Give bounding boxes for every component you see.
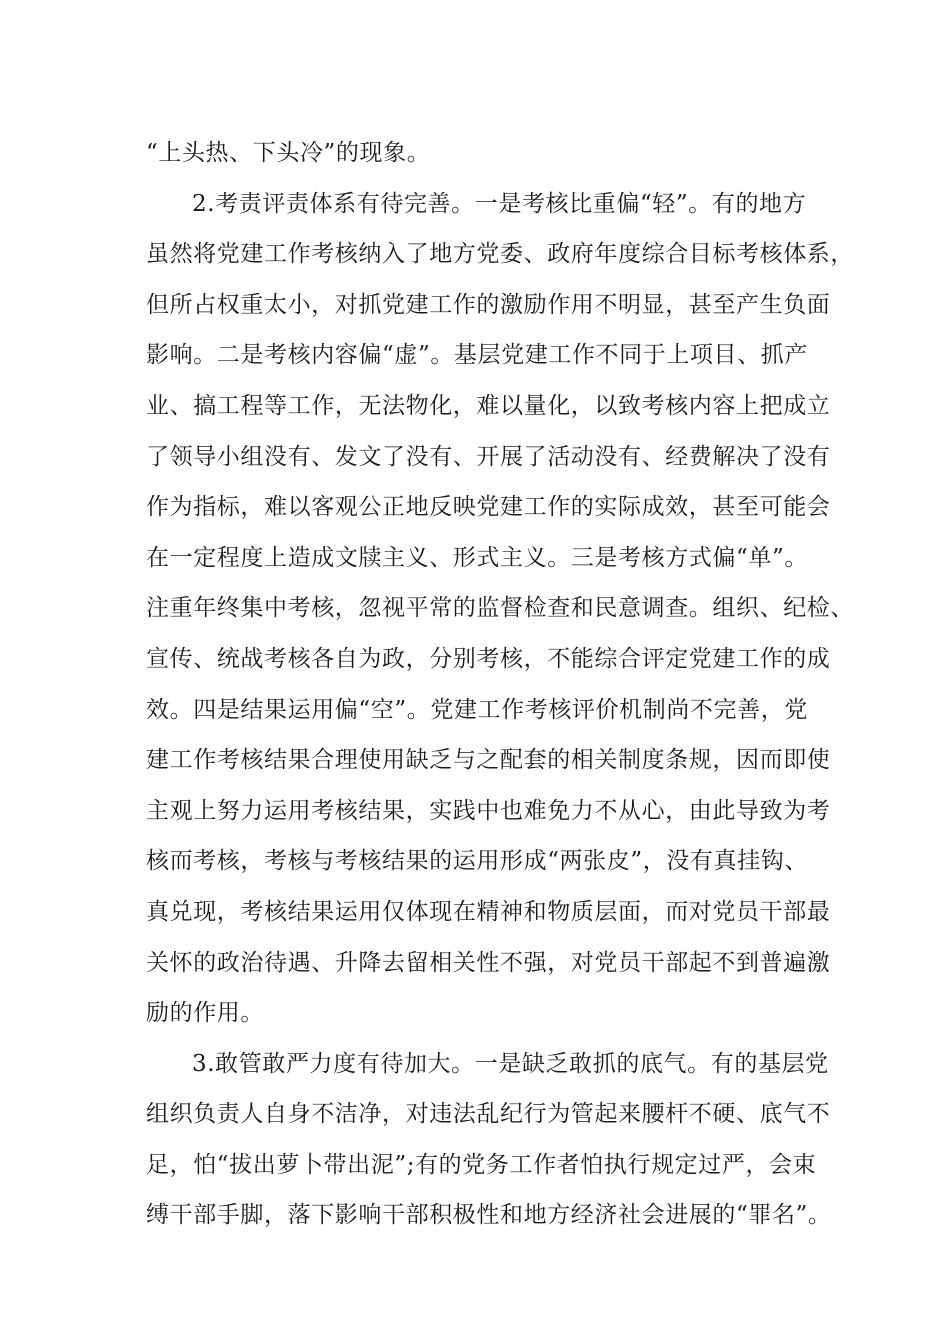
text-line: 影响。二是考核内容偏“虚”。基层党建工作不同于上项目、抓产 — [146, 342, 808, 369]
text-line: 主观上努力运用考核结果，实践中也难免力不从心，由此导致为考 — [146, 797, 831, 824]
text-line: 励的作用。 — [146, 1000, 264, 1027]
text-line: 了领导小组没有、发文了没有、开展了活动没有、经费解决了没有 — [146, 443, 831, 470]
text-line: 核而考核，考核与考核结果的运用形成“两张皮”，没有真挂钩、 — [146, 848, 808, 875]
text-line: 足，怕“拔出萝卜带出泥”;有的党务工作者怕执行规定过严，会束 — [146, 1151, 817, 1178]
text-line: 作为指标，难以客观公正地反映党建工作的实际成效，甚至可能会 — [146, 494, 831, 521]
text-line: 注重年终集中考核，忽视平常的监督检查和民意调查。组织、纪检、 — [146, 595, 854, 622]
text-line: 效。四是结果运用偏“空”。党建工作考核评价机制尚不完善，党 — [146, 696, 808, 723]
text-line: 虽然将党建工作考核纳入了地方党委、政府年度综合目标考核体系， — [146, 241, 854, 268]
paragraph-start-line: 3.敢管敢严力度有待加大。一是缺乏敢抓的底气。有的基层党 — [192, 1050, 829, 1077]
text-line: 缚干部手脚，落下影响干部积极性和地方经济社会进展的“罪名”。 — [146, 1202, 832, 1229]
text-line: 建工作考核结果合理使用缺乏与之配套的相关制度条规，因而即使 — [146, 747, 831, 774]
text-line: 组织负责人自身不洁净，对违法乱纪行为管起来腰杆不硬、底气不 — [146, 1101, 831, 1128]
text-line: 在一定程度上造成文牍主义、形式主义。三是考核方式偏“单”。 — [146, 544, 808, 571]
text-line: 但所占权重太小，对抓党建工作的激励作用不明显，甚至产生负面 — [146, 291, 831, 318]
paragraph-start-line: 2.考责评责体系有待完善。一是考核比重偏“轻”。有的地方 — [192, 190, 807, 217]
text-line: 关怀的政治待遇、升降去留相关性不强，对党员干部起不到普遍激 — [146, 949, 831, 976]
text-line: 宣传、统战考核各自为政，分别考核，不能综合评定党建工作的成 — [146, 645, 831, 672]
text-line: 真兑现，考核结果运用仅体现在精神和物质层面，而对党员干部最 — [146, 898, 831, 925]
document-body — [146, 128, 854, 1241]
text-line: 业、搞工程等工作，无法物化，难以量化，以致考核内容上把成立 — [146, 392, 831, 419]
text-line: “上头热、下头冷”的现象。 — [146, 140, 431, 166]
